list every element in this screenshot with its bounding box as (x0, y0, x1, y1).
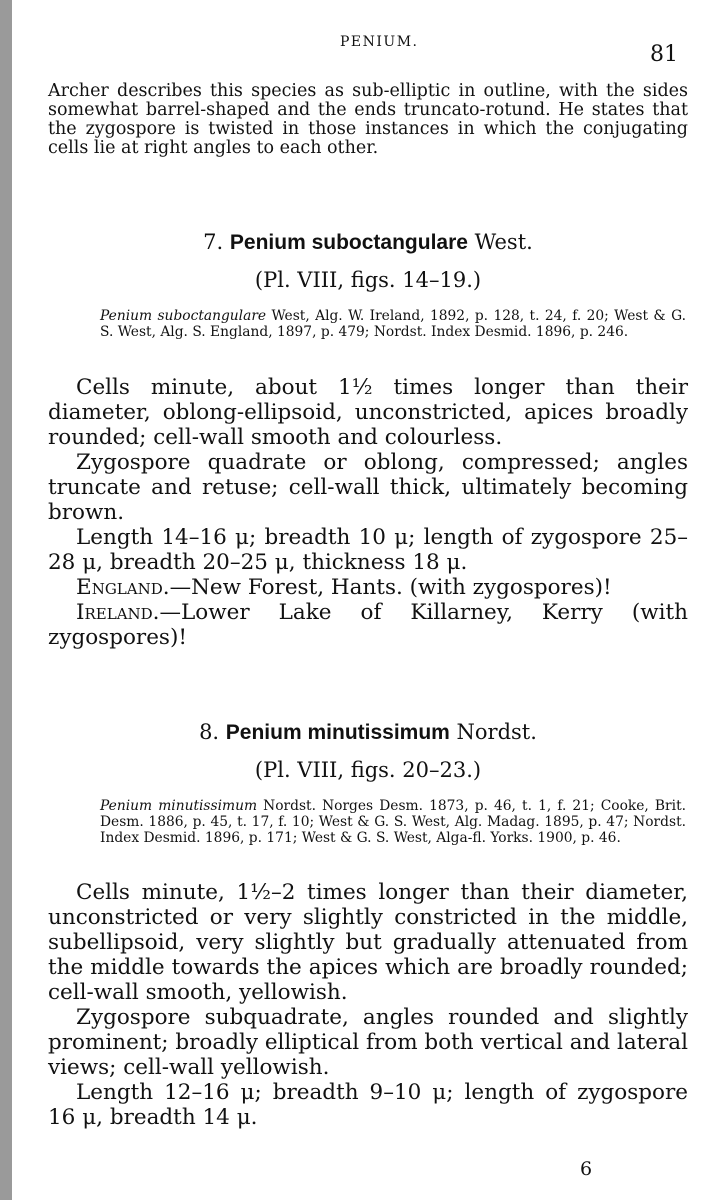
synonymy-7 (100, 308, 686, 340)
synonymy-name: Penium suboctangulare (100, 308, 267, 324)
plate-reference-8: (Pl. VIII, figs. 20–23.) (254, 758, 482, 782)
species-author: Nordst. (456, 720, 537, 744)
species-name: Penium suboctangulare (229, 231, 468, 254)
species-author: West. (474, 230, 533, 254)
zygospore-description: Zygospore quadrate or oblong, compressed; angles truncate and retuse; cell-wall thick, ultimately becoming brown. (48, 450, 688, 525)
synonymy-citations: Nordst. Norges Desm. 1873, p. 46, t. 1, f. 21; Cooke, Brit. Desm. 1886, p. 45, t. 17, f. 10; West & G. S. West, Alg. Madag. 1895, p. 47; Nordst. Index Desmid. 1896, p. 171; West & G. S. West, Alga-fl. Yorks. 1900, p. 46. (100, 798, 686, 846)
running-head: PENIUM. (340, 34, 419, 50)
species-number: 7. (203, 230, 224, 254)
signature-mark: 6 (580, 1158, 593, 1180)
species-number: 8. (199, 720, 220, 744)
description-7 (48, 375, 688, 650)
species-heading-8 (48, 720, 688, 745)
plate-reference-7: (Pl. VIII, figs. 14–19.) (254, 268, 482, 292)
species-name: Penium minutissimum (225, 721, 450, 744)
locality-ireland: Ireland.—Lower Lake of Killarney, Kerry (with zygospores)! (48, 600, 688, 650)
cell-description: Cells minute, 1½–2 times longer than their diameter, unconstricted or very slightly constricted in the middle, subellipsoid, very slightly but gradually attenuated from the middle towards the apices which are broadly rounded; cell-wall smooth, yellowish. (48, 880, 688, 1005)
page-number: 81 (650, 42, 678, 67)
synonymy-citations: West, Alg. W. Ireland, 1892, p. 128, t. 24, f. 20; West & G. S. West, Alg. S. England, 1897, p. 479; Nordst. Index Desmid. 1896, p. 246. (100, 308, 686, 340)
page-edge-shadow (0, 0, 12, 1200)
description-8 (48, 880, 688, 1130)
locality-england: England.—New Forest, Hants. (with zygospores)! (76, 575, 612, 600)
measurements: Length 14–16 μ; breadth 10 μ; length of zygospore 25–28 μ, breadth 20–25 μ, thickness 18 μ. (48, 525, 688, 575)
zygospore-description: Zygospore subquadrate, angles rounded and slightly prominent; broadly elliptical from both vertical and lateral views; cell-wall yellowish. (48, 1005, 688, 1080)
intro-paragraph: Archer describes this species as sub-elliptic in outline, with the sides somewhat barrel-shaped and the ends truncato-rotund. He states that the zygospore is twisted in those instances in which the conjugating cells lie at right angles to each other. (48, 81, 688, 158)
synonymy-name: Penium minutissimum (100, 798, 258, 814)
measurements: Length 12–16 μ; breadth 9–10 μ; length of zygospore 16 μ, breadth 14 μ. (48, 1080, 688, 1130)
cell-description: Cells minute, about 1½ times longer than their diameter, oblong-ellipsoid, unconstricted, apices broadly rounded; cell-wall smooth and colourless. (48, 375, 688, 450)
species-heading-7 (48, 230, 688, 255)
synonymy-8 (100, 798, 686, 846)
